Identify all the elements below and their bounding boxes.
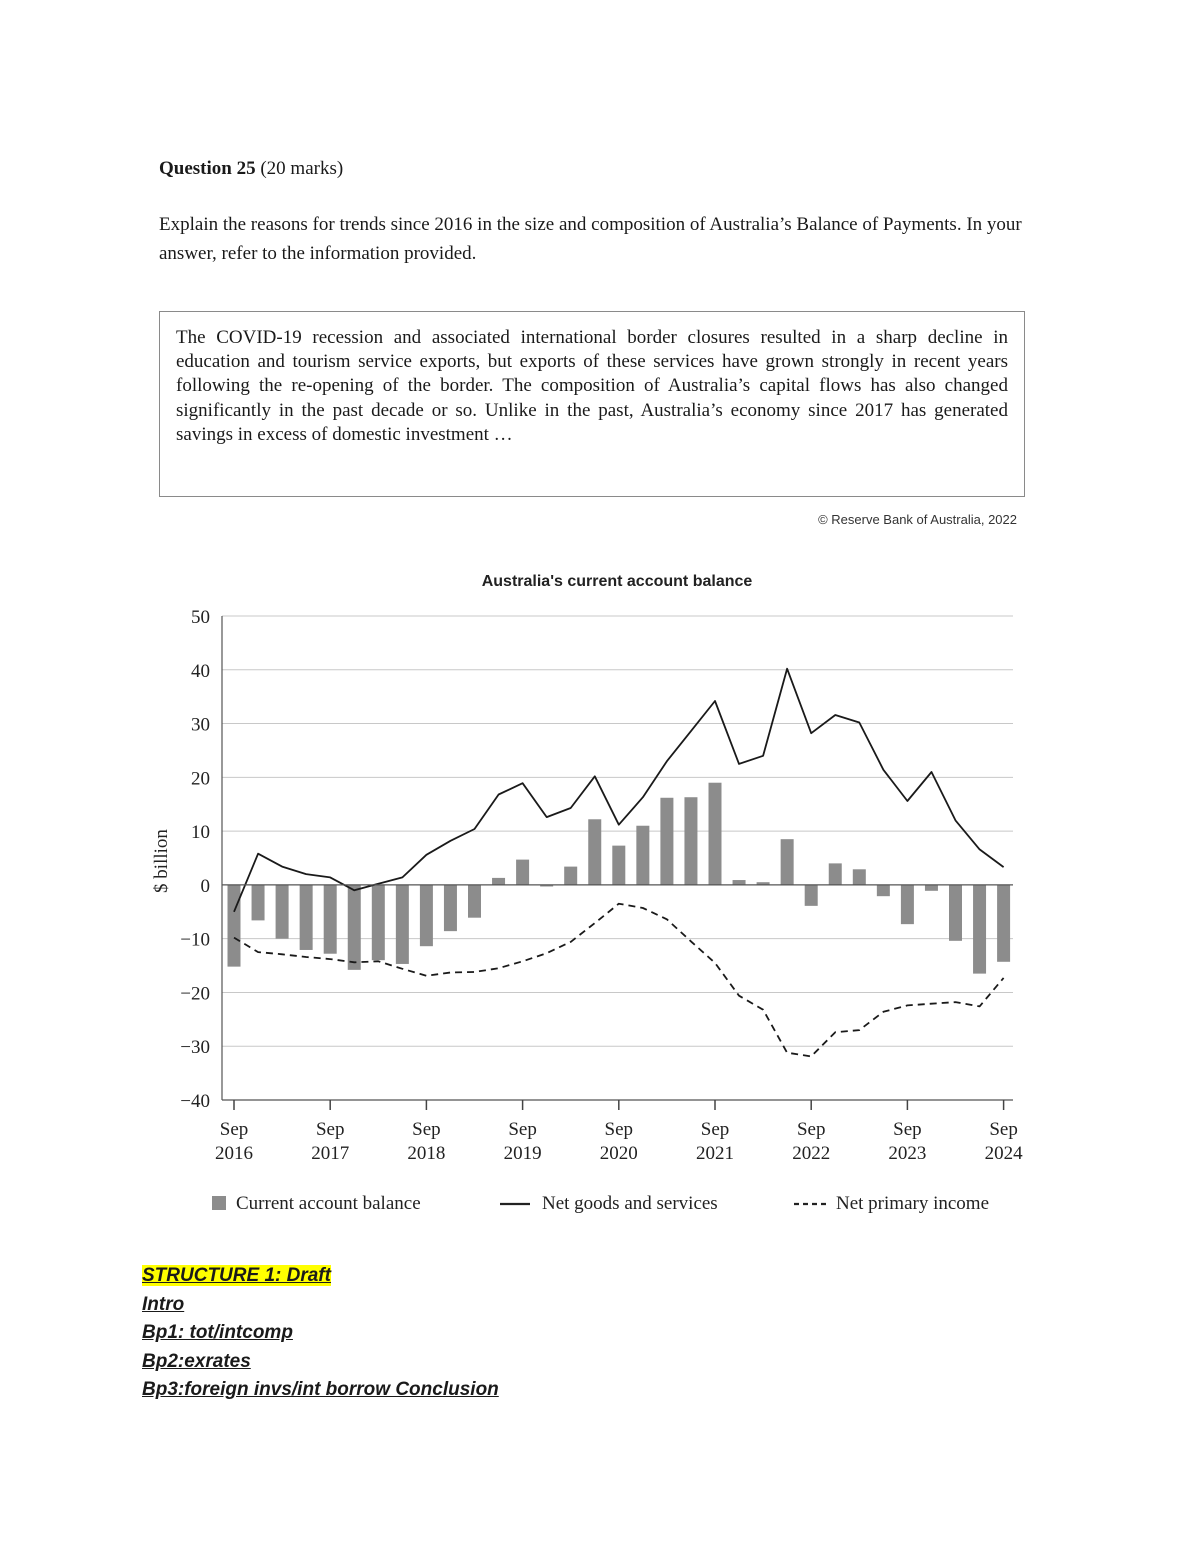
bar	[709, 783, 722, 885]
bar	[228, 885, 241, 967]
bar	[660, 798, 673, 885]
bar	[949, 885, 962, 941]
bar	[925, 885, 938, 891]
x-axis-ticks	[215, 1100, 1023, 1164]
legend-bar-swatch	[212, 1196, 226, 1210]
bar	[516, 860, 529, 885]
x-tick-label: 2021	[696, 1143, 734, 1164]
x-tick-label: Sep	[893, 1119, 922, 1140]
y-tick-label: −20	[180, 983, 210, 1005]
bar	[733, 880, 746, 885]
notes-item: Bp1: tot/intcomp	[142, 1322, 293, 1343]
y-tick-label: 0	[200, 875, 210, 897]
legend-dashed-label: Net primary income	[836, 1193, 990, 1214]
bar	[636, 826, 649, 885]
notes-heading	[142, 1262, 499, 1291]
y-tick-label: 50	[191, 607, 210, 628]
x-tick-label: 2018	[407, 1143, 446, 1164]
x-tick-label: Sep	[508, 1119, 537, 1140]
x-tick-label: Sep	[604, 1119, 634, 1140]
x-tick-label: Sep	[989, 1119, 1018, 1140]
bar	[444, 885, 457, 931]
extract-text: The COVID-19 recession and associated international border closures resulted in a sharp decline in education and tourism service exports, but exports of these services have grown strongly in recent years following the re-opening of the border. The composition of Australia’s capital flows has also changed significantly in the past decade or so. Unlike in the past, Australia’s economy since 2017 has generated savings in excess of domestic investment …	[176, 327, 1008, 445]
bar	[829, 863, 842, 885]
y-tick-label: −40	[180, 1091, 210, 1112]
bar	[300, 885, 313, 950]
notes-item: Intro	[142, 1293, 185, 1315]
bar	[420, 885, 433, 946]
legend-line-label: Net goods and services	[542, 1193, 718, 1214]
notes-item: Bp2:exrates	[142, 1350, 251, 1372]
bar	[276, 885, 289, 939]
x-tick-label: 2024	[984, 1143, 1023, 1164]
bar	[468, 885, 481, 918]
y-tick-label: −30	[180, 1037, 210, 1059]
bar	[805, 885, 818, 906]
bar	[396, 885, 409, 964]
chart-legend	[212, 1193, 989, 1214]
x-tick-label: 2019	[503, 1143, 542, 1164]
x-tick-label: 2023	[888, 1143, 927, 1164]
bar	[372, 885, 385, 960]
notes-heading-text: STRUCTURE 1: Draft	[142, 1265, 331, 1286]
notes-item: Bp3:foreign invs/int borrow Conclusion	[142, 1379, 499, 1400]
y-tick-label: 20	[191, 768, 210, 790]
question-marks: (20 marks)	[260, 158, 344, 179]
bar	[564, 867, 577, 885]
bar	[588, 819, 601, 885]
y-axis-ticks	[180, 607, 210, 1112]
x-tick-label: 2020	[599, 1143, 638, 1164]
x-tick-label: 2017	[311, 1143, 350, 1164]
bar	[348, 885, 361, 970]
bar	[684, 797, 697, 885]
chart-title: Australia's current account balance	[481, 573, 753, 590]
y-tick-label: −10	[180, 929, 210, 951]
bar	[324, 885, 337, 954]
bar	[612, 846, 625, 885]
bar	[901, 885, 914, 924]
extract-source: © Reserve Bank of Australia, 2022	[818, 512, 1017, 527]
bar	[877, 885, 890, 896]
x-tick-label: 2022	[792, 1143, 831, 1164]
x-tick-label: Sep	[412, 1119, 441, 1140]
bar	[781, 839, 794, 885]
bar	[252, 885, 265, 920]
y-tick-label: 40	[191, 660, 210, 682]
legend-bar-label: Current account balance	[236, 1193, 421, 1214]
x-tick-label: Sep	[315, 1119, 345, 1140]
bar	[492, 878, 505, 885]
x-tick-label: Sep	[700, 1119, 730, 1140]
y-axis-label: $ billion	[151, 829, 172, 893]
bar	[997, 885, 1010, 962]
x-tick-label: Sep	[219, 1119, 249, 1140]
question-label: Question 25	[159, 158, 256, 179]
question-prompt: Explain the reasons for trends since 2016 in the size and composition of Australia’s Balance of Payments. In your answer, refer to the information provided.	[159, 214, 1022, 264]
y-tick-label: 30	[191, 714, 210, 736]
x-tick-label: Sep	[796, 1119, 826, 1140]
bar	[973, 885, 986, 974]
notes-section	[142, 1262, 499, 1405]
bar-series-current-account-balance	[228, 783, 1011, 974]
x-tick-label: 2016	[215, 1143, 253, 1164]
y-tick-label: 10	[191, 822, 210, 844]
bar	[853, 869, 866, 885]
